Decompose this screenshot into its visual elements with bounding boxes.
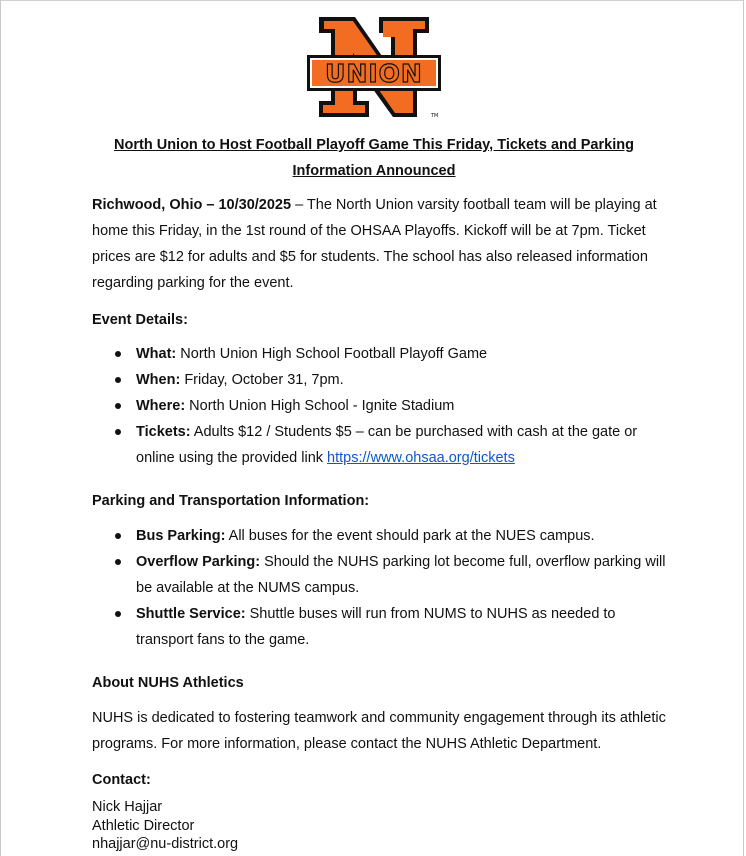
bullet-icon xyxy=(115,377,121,383)
contact-title: Athletic Director xyxy=(92,817,195,834)
event-details-list xyxy=(92,341,667,471)
parking-heading: Parking and Transportation Information: xyxy=(92,493,370,509)
item-text: Shuttle buses will run from NUMS to NUHS as needed to transport fans to the game. xyxy=(136,606,616,648)
bullet-icon xyxy=(115,351,121,357)
item-label: Tickets: xyxy=(136,424,191,440)
contact-heading: Contact: xyxy=(92,772,151,788)
logo-union-text: UNION xyxy=(325,59,423,88)
parking-list xyxy=(92,523,667,653)
list-item xyxy=(92,367,667,393)
bullet-icon xyxy=(115,611,121,617)
about-heading: About NUHS Athletics xyxy=(92,675,244,691)
item-text: All buses for the event should park at the NUES campus. xyxy=(225,528,595,544)
headline xyxy=(61,132,687,184)
list-item xyxy=(92,393,667,419)
north-union-logo-graphic xyxy=(305,13,443,121)
contact-name: Nick Hajjar xyxy=(92,799,163,815)
dateline: Richwood, Ohio – 10/30/2025 xyxy=(92,197,292,213)
headline-line-2: Information Announced xyxy=(292,163,456,179)
item-text: Friday, October 31, 7pm. xyxy=(180,372,344,388)
contact-block xyxy=(92,798,667,854)
event-details-heading: Event Details: xyxy=(92,312,188,328)
item-label: Overflow Parking: xyxy=(136,554,261,570)
bullet-icon xyxy=(115,533,121,539)
item-text: North Union High School Football Playoff Game xyxy=(176,346,488,362)
item-label: Where: xyxy=(136,398,186,414)
logo-trademark: TM xyxy=(431,113,439,119)
item-text: Adults $12 / Students $5 – can be purchased with cash at the gate or online using the provided link xyxy=(136,424,638,466)
list-item xyxy=(92,601,667,653)
intro-body: – The North Union varsity football team will be playing at home this Friday, in the 1st round of the OHSAA Playoffs. Kickoff will be at 7pm. Ticket prices are $12 for adults and $5 for students. The school has also released information regarding parking for the event. xyxy=(92,197,657,291)
list-item xyxy=(92,549,667,601)
item-label: When: xyxy=(136,372,181,388)
bullet-icon xyxy=(115,559,121,565)
bullet-icon xyxy=(115,403,121,409)
tickets-link[interactable]: https://www.ohsaa.org/tickets xyxy=(327,450,515,466)
list-item xyxy=(92,419,667,471)
north-union-logo xyxy=(305,13,443,121)
item-text: North Union High School - Ignite Stadium xyxy=(185,398,455,414)
intro-paragraph xyxy=(92,192,667,296)
about-body: NUHS is dedicated to fostering teamwork and community engagement through its athletic programs. For more information, please contact the NUHS Athletic Department. xyxy=(92,710,666,752)
item-label: Bus Parking: xyxy=(136,528,226,544)
list-item xyxy=(92,523,667,549)
contact-email: nhajjar@nu-district.org xyxy=(92,836,239,852)
list-item xyxy=(92,341,667,367)
item-label: What: xyxy=(136,346,177,362)
bullet-icon xyxy=(115,429,121,435)
headline-line-1: North Union to Host Football Playoff Game This Friday, Tickets and Parking xyxy=(114,137,634,153)
item-text: Should the NUHS parking lot become full, overflow parking will be available at the NUMS campus. xyxy=(136,554,666,596)
item-label: Shuttle Service: xyxy=(136,606,246,622)
